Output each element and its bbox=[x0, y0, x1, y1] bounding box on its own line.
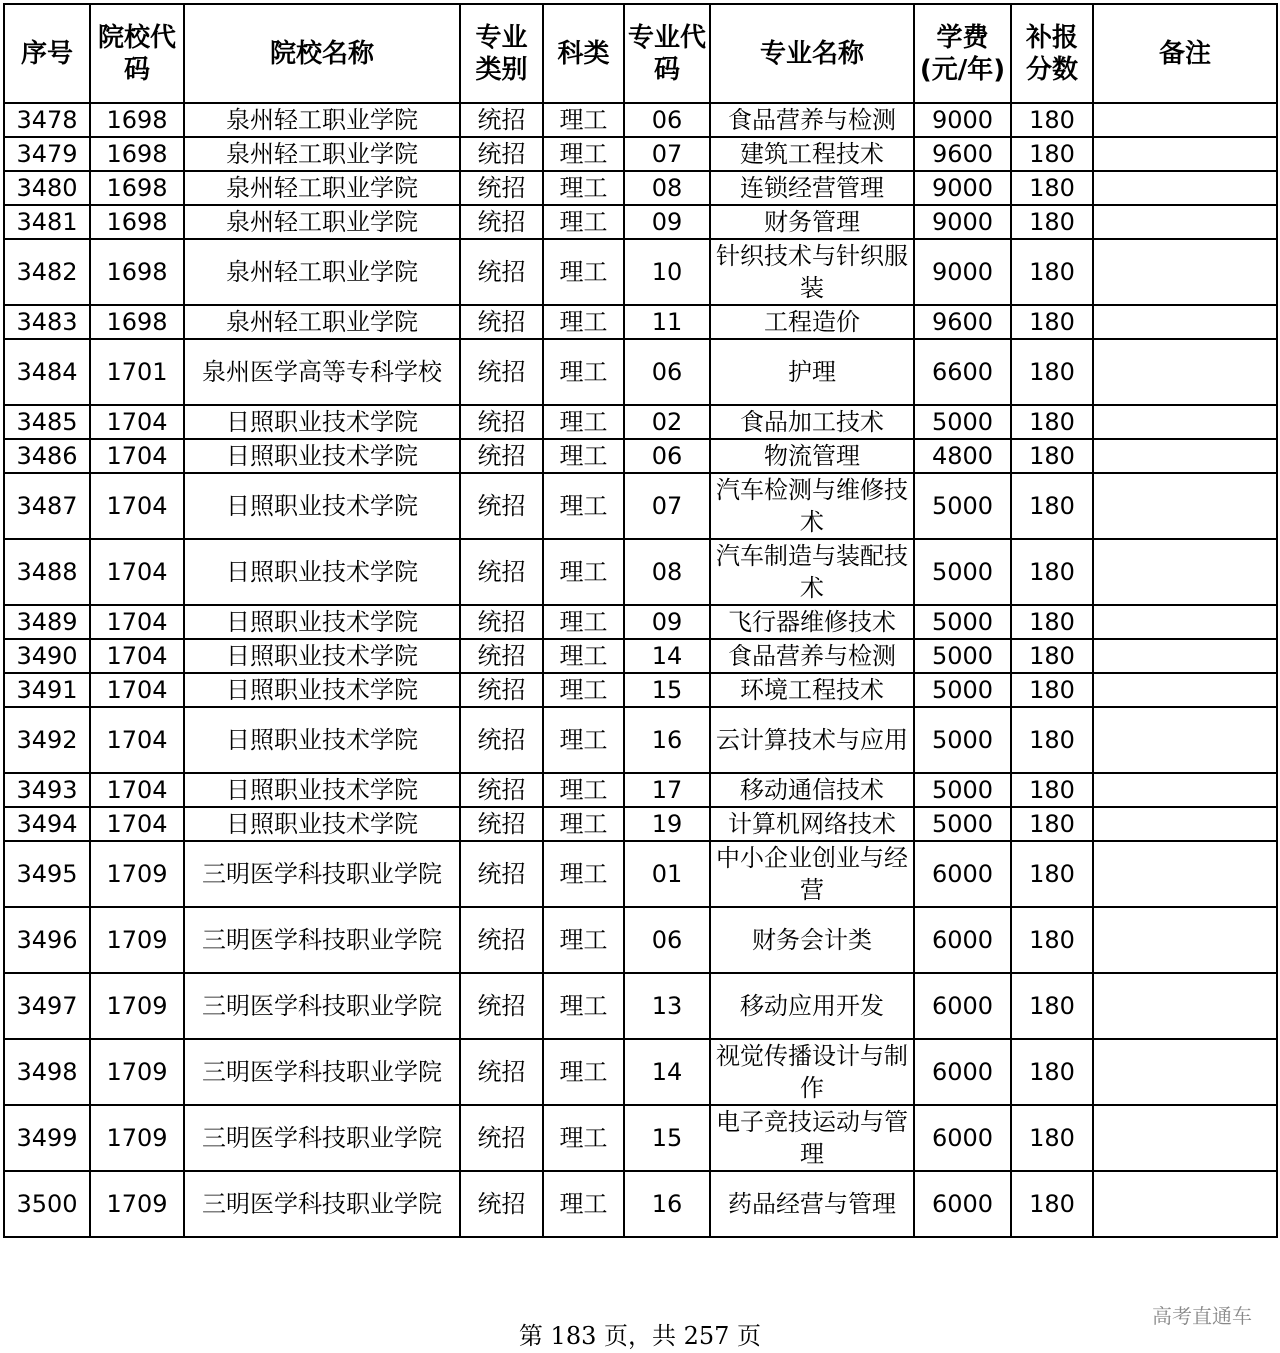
cell-seq: 3480 bbox=[4, 171, 90, 205]
cell-major-name: 物流管理 bbox=[710, 439, 914, 473]
cell-school-name: 日照职业技术学院 bbox=[184, 807, 460, 841]
cell-subject: 理工 bbox=[543, 439, 624, 473]
cell-major-type: 统招 bbox=[460, 1171, 543, 1237]
cell-major-type: 统招 bbox=[460, 1105, 543, 1171]
table-row bbox=[4, 1039, 1277, 1105]
cell-score: 180 bbox=[1011, 907, 1093, 973]
cell-score: 180 bbox=[1011, 707, 1093, 773]
header-major-name: 专业名称 bbox=[710, 4, 914, 103]
cell-seq: 3483 bbox=[4, 305, 90, 339]
cell-school-code: 1701 bbox=[90, 339, 184, 405]
cell-school-code: 1698 bbox=[90, 239, 184, 305]
cell-notes bbox=[1093, 639, 1277, 673]
cell-seq: 3498 bbox=[4, 1039, 90, 1105]
cell-school-code: 1698 bbox=[90, 171, 184, 205]
cell-notes bbox=[1093, 773, 1277, 807]
cell-notes bbox=[1093, 239, 1277, 305]
cell-subject: 理工 bbox=[543, 1105, 624, 1171]
cell-major-code: 19 bbox=[624, 807, 710, 841]
cell-score: 180 bbox=[1011, 103, 1093, 137]
cell-school-code: 1704 bbox=[90, 639, 184, 673]
cell-seq: 3496 bbox=[4, 907, 90, 973]
cell-school-code: 1704 bbox=[90, 673, 184, 707]
cell-score: 180 bbox=[1011, 1105, 1093, 1171]
cell-tuition: 5000 bbox=[914, 707, 1011, 773]
table-row bbox=[4, 137, 1277, 171]
cell-school-name: 泉州轻工职业学院 bbox=[184, 239, 460, 305]
cell-school-code: 1704 bbox=[90, 605, 184, 639]
cell-tuition: 9000 bbox=[914, 171, 1011, 205]
table-row bbox=[4, 239, 1277, 305]
cell-major-type: 统招 bbox=[460, 907, 543, 973]
cell-school-name: 泉州轻工职业学院 bbox=[184, 171, 460, 205]
cell-major-name: 食品营养与检测 bbox=[710, 639, 914, 673]
header-score: 补报分数 bbox=[1011, 4, 1093, 103]
cell-school-name: 三明医学科技职业学院 bbox=[184, 973, 460, 1039]
table-row bbox=[4, 907, 1277, 973]
cell-tuition: 6000 bbox=[914, 1039, 1011, 1105]
table-row bbox=[4, 707, 1277, 773]
header-major-code: 专业代码 bbox=[624, 4, 710, 103]
cell-major-type: 统招 bbox=[460, 405, 543, 439]
header-seq: 序号 bbox=[4, 4, 90, 103]
cell-major-type: 统招 bbox=[460, 807, 543, 841]
cell-major-code: 06 bbox=[624, 439, 710, 473]
table-body bbox=[4, 103, 1277, 1237]
cell-major-type: 统招 bbox=[460, 707, 543, 773]
cell-major-name: 食品营养与检测 bbox=[710, 103, 914, 137]
cell-tuition: 5000 bbox=[914, 807, 1011, 841]
cell-score: 180 bbox=[1011, 439, 1093, 473]
cell-major-code: 13 bbox=[624, 973, 710, 1039]
cell-tuition: 9600 bbox=[914, 137, 1011, 171]
cell-school-name: 日照职业技术学院 bbox=[184, 707, 460, 773]
cell-seq: 3495 bbox=[4, 841, 90, 907]
cell-school-name: 日照职业技术学院 bbox=[184, 605, 460, 639]
cell-school-code: 1709 bbox=[90, 1171, 184, 1237]
cell-notes bbox=[1093, 1039, 1277, 1105]
cell-subject: 理工 bbox=[543, 103, 624, 137]
cell-school-code: 1704 bbox=[90, 773, 184, 807]
cell-subject: 理工 bbox=[543, 1171, 624, 1237]
cell-notes bbox=[1093, 907, 1277, 973]
cell-score: 180 bbox=[1011, 405, 1093, 439]
cell-score: 180 bbox=[1011, 339, 1093, 405]
cell-major-name: 移动应用开发 bbox=[710, 973, 914, 1039]
cell-subject: 理工 bbox=[543, 605, 624, 639]
cell-major-type: 统招 bbox=[460, 539, 543, 605]
cell-tuition: 5000 bbox=[914, 773, 1011, 807]
cell-subject: 理工 bbox=[543, 973, 624, 1039]
cell-major-name: 食品加工技术 bbox=[710, 405, 914, 439]
cell-notes bbox=[1093, 405, 1277, 439]
cell-notes bbox=[1093, 707, 1277, 773]
table-row bbox=[4, 305, 1277, 339]
cell-subject: 理工 bbox=[543, 841, 624, 907]
cell-major-type: 统招 bbox=[460, 439, 543, 473]
table-row bbox=[4, 673, 1277, 707]
cell-subject: 理工 bbox=[543, 807, 624, 841]
cell-score: 180 bbox=[1011, 171, 1093, 205]
cell-seq: 3482 bbox=[4, 239, 90, 305]
cell-major-type: 统招 bbox=[460, 305, 543, 339]
cell-subject: 理工 bbox=[543, 539, 624, 605]
cell-school-name: 日照职业技术学院 bbox=[184, 639, 460, 673]
cell-major-type: 统招 bbox=[460, 473, 543, 539]
cell-notes bbox=[1093, 473, 1277, 539]
cell-school-name: 日照职业技术学院 bbox=[184, 405, 460, 439]
cell-notes bbox=[1093, 605, 1277, 639]
cell-major-name: 针织技术与针织服装 bbox=[710, 239, 914, 305]
watermark: 高考直通车 bbox=[1152, 1304, 1252, 1328]
cell-major-code: 17 bbox=[624, 773, 710, 807]
cell-score: 180 bbox=[1011, 473, 1093, 539]
cell-seq: 3489 bbox=[4, 605, 90, 639]
header-notes: 备注 bbox=[1093, 4, 1277, 103]
cell-major-code: 06 bbox=[624, 103, 710, 137]
table-row bbox=[4, 841, 1277, 907]
cell-tuition: 6000 bbox=[914, 907, 1011, 973]
cell-subject: 理工 bbox=[543, 639, 624, 673]
header-major-type: 专业类别 bbox=[460, 4, 543, 103]
table-row bbox=[4, 103, 1277, 137]
cell-school-code: 1709 bbox=[90, 973, 184, 1039]
cell-major-code: 07 bbox=[624, 473, 710, 539]
cell-major-type: 统招 bbox=[460, 205, 543, 239]
cell-school-code: 1698 bbox=[90, 205, 184, 239]
table-row bbox=[4, 807, 1277, 841]
cell-school-code: 1704 bbox=[90, 473, 184, 539]
table-row bbox=[4, 339, 1277, 405]
table-row bbox=[4, 605, 1277, 639]
cell-seq: 3492 bbox=[4, 707, 90, 773]
cell-seq: 3488 bbox=[4, 539, 90, 605]
cell-seq: 3490 bbox=[4, 639, 90, 673]
cell-school-name: 日照职业技术学院 bbox=[184, 439, 460, 473]
cell-tuition: 6000 bbox=[914, 1171, 1011, 1237]
cell-school-name: 泉州轻工职业学院 bbox=[184, 137, 460, 171]
cell-major-type: 统招 bbox=[460, 639, 543, 673]
cell-major-type: 统招 bbox=[460, 973, 543, 1039]
cell-subject: 理工 bbox=[543, 239, 624, 305]
cell-score: 180 bbox=[1011, 973, 1093, 1039]
cell-school-code: 1704 bbox=[90, 707, 184, 773]
cell-major-type: 统招 bbox=[460, 673, 543, 707]
page-footer: 第 183 页，共 257 页 bbox=[518, 1322, 762, 1350]
cell-major-type: 统招 bbox=[460, 239, 543, 305]
header-tuition: 学费(元/年) bbox=[914, 4, 1011, 103]
cell-major-code: 15 bbox=[624, 1105, 710, 1171]
cell-notes bbox=[1093, 171, 1277, 205]
cell-seq: 3497 bbox=[4, 973, 90, 1039]
cell-subject: 理工 bbox=[543, 707, 624, 773]
cell-major-name: 计算机网络技术 bbox=[710, 807, 914, 841]
cell-major-name: 财务管理 bbox=[710, 205, 914, 239]
cell-notes bbox=[1093, 807, 1277, 841]
cell-subject: 理工 bbox=[543, 673, 624, 707]
cell-notes bbox=[1093, 205, 1277, 239]
cell-major-name: 中小企业创业与经营 bbox=[710, 841, 914, 907]
cell-subject: 理工 bbox=[543, 907, 624, 973]
cell-score: 180 bbox=[1011, 773, 1093, 807]
cell-seq: 3485 bbox=[4, 405, 90, 439]
cell-major-type: 统招 bbox=[460, 1039, 543, 1105]
cell-school-name: 泉州轻工职业学院 bbox=[184, 305, 460, 339]
cell-school-code: 1704 bbox=[90, 539, 184, 605]
cell-notes bbox=[1093, 137, 1277, 171]
cell-school-name: 三明医学科技职业学院 bbox=[184, 841, 460, 907]
cell-major-name: 云计算技术与应用 bbox=[710, 707, 914, 773]
cell-major-type: 统招 bbox=[460, 605, 543, 639]
cell-score: 180 bbox=[1011, 1039, 1093, 1105]
cell-major-type: 统招 bbox=[460, 773, 543, 807]
cell-major-code: 10 bbox=[624, 239, 710, 305]
cell-major-type: 统招 bbox=[460, 103, 543, 137]
cell-subject: 理工 bbox=[543, 171, 624, 205]
cell-score: 180 bbox=[1011, 305, 1093, 339]
cell-major-type: 统招 bbox=[460, 171, 543, 205]
cell-school-code: 1709 bbox=[90, 1039, 184, 1105]
cell-tuition: 9000 bbox=[914, 205, 1011, 239]
cell-seq: 3491 bbox=[4, 673, 90, 707]
cell-score: 180 bbox=[1011, 605, 1093, 639]
cell-major-name: 电子竞技运动与管理 bbox=[710, 1105, 914, 1171]
table-row bbox=[4, 205, 1277, 239]
table-row bbox=[4, 639, 1277, 673]
cell-subject: 理工 bbox=[543, 339, 624, 405]
cell-score: 180 bbox=[1011, 239, 1093, 305]
cell-seq: 3484 bbox=[4, 339, 90, 405]
cell-tuition: 9000 bbox=[914, 239, 1011, 305]
cell-tuition: 5000 bbox=[914, 673, 1011, 707]
admission-table bbox=[3, 3, 1278, 1238]
cell-tuition: 9600 bbox=[914, 305, 1011, 339]
cell-notes bbox=[1093, 973, 1277, 1039]
cell-tuition: 6000 bbox=[914, 841, 1011, 907]
cell-score: 180 bbox=[1011, 639, 1093, 673]
cell-major-name: 药品经营与管理 bbox=[710, 1171, 914, 1237]
cell-school-name: 三明医学科技职业学院 bbox=[184, 1039, 460, 1105]
cell-major-code: 16 bbox=[624, 1171, 710, 1237]
cell-school-code: 1709 bbox=[90, 907, 184, 973]
header-row bbox=[4, 4, 1277, 103]
cell-school-name: 三明医学科技职业学院 bbox=[184, 1105, 460, 1171]
header-school-code: 院校代码 bbox=[90, 4, 184, 103]
cell-score: 180 bbox=[1011, 137, 1093, 171]
cell-school-code: 1709 bbox=[90, 841, 184, 907]
cell-major-type: 统招 bbox=[460, 339, 543, 405]
cell-subject: 理工 bbox=[543, 473, 624, 539]
cell-major-code: 06 bbox=[624, 907, 710, 973]
cell-subject: 理工 bbox=[543, 137, 624, 171]
cell-school-name: 日照职业技术学院 bbox=[184, 473, 460, 539]
cell-school-code: 1704 bbox=[90, 405, 184, 439]
cell-subject: 理工 bbox=[543, 1039, 624, 1105]
cell-school-name: 泉州轻工职业学院 bbox=[184, 205, 460, 239]
cell-school-code: 1704 bbox=[90, 807, 184, 841]
cell-major-name: 建筑工程技术 bbox=[710, 137, 914, 171]
cell-school-name: 日照职业技术学院 bbox=[184, 673, 460, 707]
cell-school-code: 1698 bbox=[90, 305, 184, 339]
cell-tuition: 5000 bbox=[914, 473, 1011, 539]
cell-school-name: 三明医学科技职业学院 bbox=[184, 907, 460, 973]
cell-major-code: 08 bbox=[624, 539, 710, 605]
cell-major-name: 环境工程技术 bbox=[710, 673, 914, 707]
cell-major-name: 视觉传播设计与制作 bbox=[710, 1039, 914, 1105]
cell-school-name: 泉州轻工职业学院 bbox=[184, 103, 460, 137]
cell-tuition: 6000 bbox=[914, 1105, 1011, 1171]
table-row bbox=[4, 973, 1277, 1039]
cell-seq: 3487 bbox=[4, 473, 90, 539]
cell-seq: 3478 bbox=[4, 103, 90, 137]
cell-major-code: 09 bbox=[624, 605, 710, 639]
cell-major-name: 连锁经营管理 bbox=[710, 171, 914, 205]
cell-school-code: 1698 bbox=[90, 103, 184, 137]
cell-notes bbox=[1093, 539, 1277, 605]
cell-seq: 3494 bbox=[4, 807, 90, 841]
cell-tuition: 6600 bbox=[914, 339, 1011, 405]
cell-major-name: 工程造价 bbox=[710, 305, 914, 339]
cell-school-name: 三明医学科技职业学院 bbox=[184, 1171, 460, 1237]
cell-major-name: 护理 bbox=[710, 339, 914, 405]
table-row bbox=[4, 473, 1277, 539]
cell-major-code: 14 bbox=[624, 639, 710, 673]
cell-seq: 3486 bbox=[4, 439, 90, 473]
cell-school-name: 日照职业技术学院 bbox=[184, 773, 460, 807]
table-row bbox=[4, 405, 1277, 439]
cell-school-name: 日照职业技术学院 bbox=[184, 539, 460, 605]
table-row bbox=[4, 1171, 1277, 1237]
table-row bbox=[4, 773, 1277, 807]
cell-tuition: 6000 bbox=[914, 973, 1011, 1039]
cell-major-code: 08 bbox=[624, 171, 710, 205]
cell-major-code: 14 bbox=[624, 1039, 710, 1105]
cell-major-name: 财务会计类 bbox=[710, 907, 914, 973]
cell-score: 180 bbox=[1011, 807, 1093, 841]
cell-notes bbox=[1093, 673, 1277, 707]
cell-tuition: 4800 bbox=[914, 439, 1011, 473]
cell-score: 180 bbox=[1011, 673, 1093, 707]
cell-school-code: 1709 bbox=[90, 1105, 184, 1171]
cell-major-type: 统招 bbox=[460, 137, 543, 171]
cell-notes bbox=[1093, 305, 1277, 339]
cell-major-code: 16 bbox=[624, 707, 710, 773]
cell-major-code: 11 bbox=[624, 305, 710, 339]
cell-major-name: 汽车制造与装配技术 bbox=[710, 539, 914, 605]
cell-school-code: 1698 bbox=[90, 137, 184, 171]
cell-subject: 理工 bbox=[543, 205, 624, 239]
cell-tuition: 9000 bbox=[914, 103, 1011, 137]
table-row bbox=[4, 539, 1277, 605]
table-row bbox=[4, 1105, 1277, 1171]
cell-tuition: 5000 bbox=[914, 639, 1011, 673]
cell-score: 180 bbox=[1011, 1171, 1093, 1237]
cell-notes bbox=[1093, 339, 1277, 405]
cell-seq: 3493 bbox=[4, 773, 90, 807]
cell-major-type: 统招 bbox=[460, 841, 543, 907]
cell-major-name: 飞行器维修技术 bbox=[710, 605, 914, 639]
cell-subject: 理工 bbox=[543, 405, 624, 439]
cell-major-name: 移动通信技术 bbox=[710, 773, 914, 807]
cell-notes bbox=[1093, 1171, 1277, 1237]
table-row bbox=[4, 171, 1277, 205]
cell-score: 180 bbox=[1011, 841, 1093, 907]
cell-school-name: 泉州医学高等专科学校 bbox=[184, 339, 460, 405]
header-subject: 科类 bbox=[543, 4, 624, 103]
cell-seq: 3500 bbox=[4, 1171, 90, 1237]
cell-notes bbox=[1093, 1105, 1277, 1171]
cell-tuition: 5000 bbox=[914, 539, 1011, 605]
cell-tuition: 5000 bbox=[914, 405, 1011, 439]
cell-major-name: 汽车检测与维修技术 bbox=[710, 473, 914, 539]
cell-tuition: 5000 bbox=[914, 605, 1011, 639]
cell-subject: 理工 bbox=[543, 773, 624, 807]
cell-major-code: 15 bbox=[624, 673, 710, 707]
cell-notes bbox=[1093, 439, 1277, 473]
table-row bbox=[4, 439, 1277, 473]
cell-notes bbox=[1093, 841, 1277, 907]
cell-subject: 理工 bbox=[543, 305, 624, 339]
cell-seq: 3499 bbox=[4, 1105, 90, 1171]
cell-school-code: 1704 bbox=[90, 439, 184, 473]
cell-major-code: 02 bbox=[624, 405, 710, 439]
cell-major-code: 07 bbox=[624, 137, 710, 171]
cell-major-code: 09 bbox=[624, 205, 710, 239]
cell-major-code: 06 bbox=[624, 339, 710, 405]
cell-score: 180 bbox=[1011, 205, 1093, 239]
cell-seq: 3479 bbox=[4, 137, 90, 171]
cell-score: 180 bbox=[1011, 539, 1093, 605]
header-school-name: 院校名称 bbox=[184, 4, 460, 103]
cell-major-code: 01 bbox=[624, 841, 710, 907]
cell-seq: 3481 bbox=[4, 205, 90, 239]
cell-notes bbox=[1093, 103, 1277, 137]
